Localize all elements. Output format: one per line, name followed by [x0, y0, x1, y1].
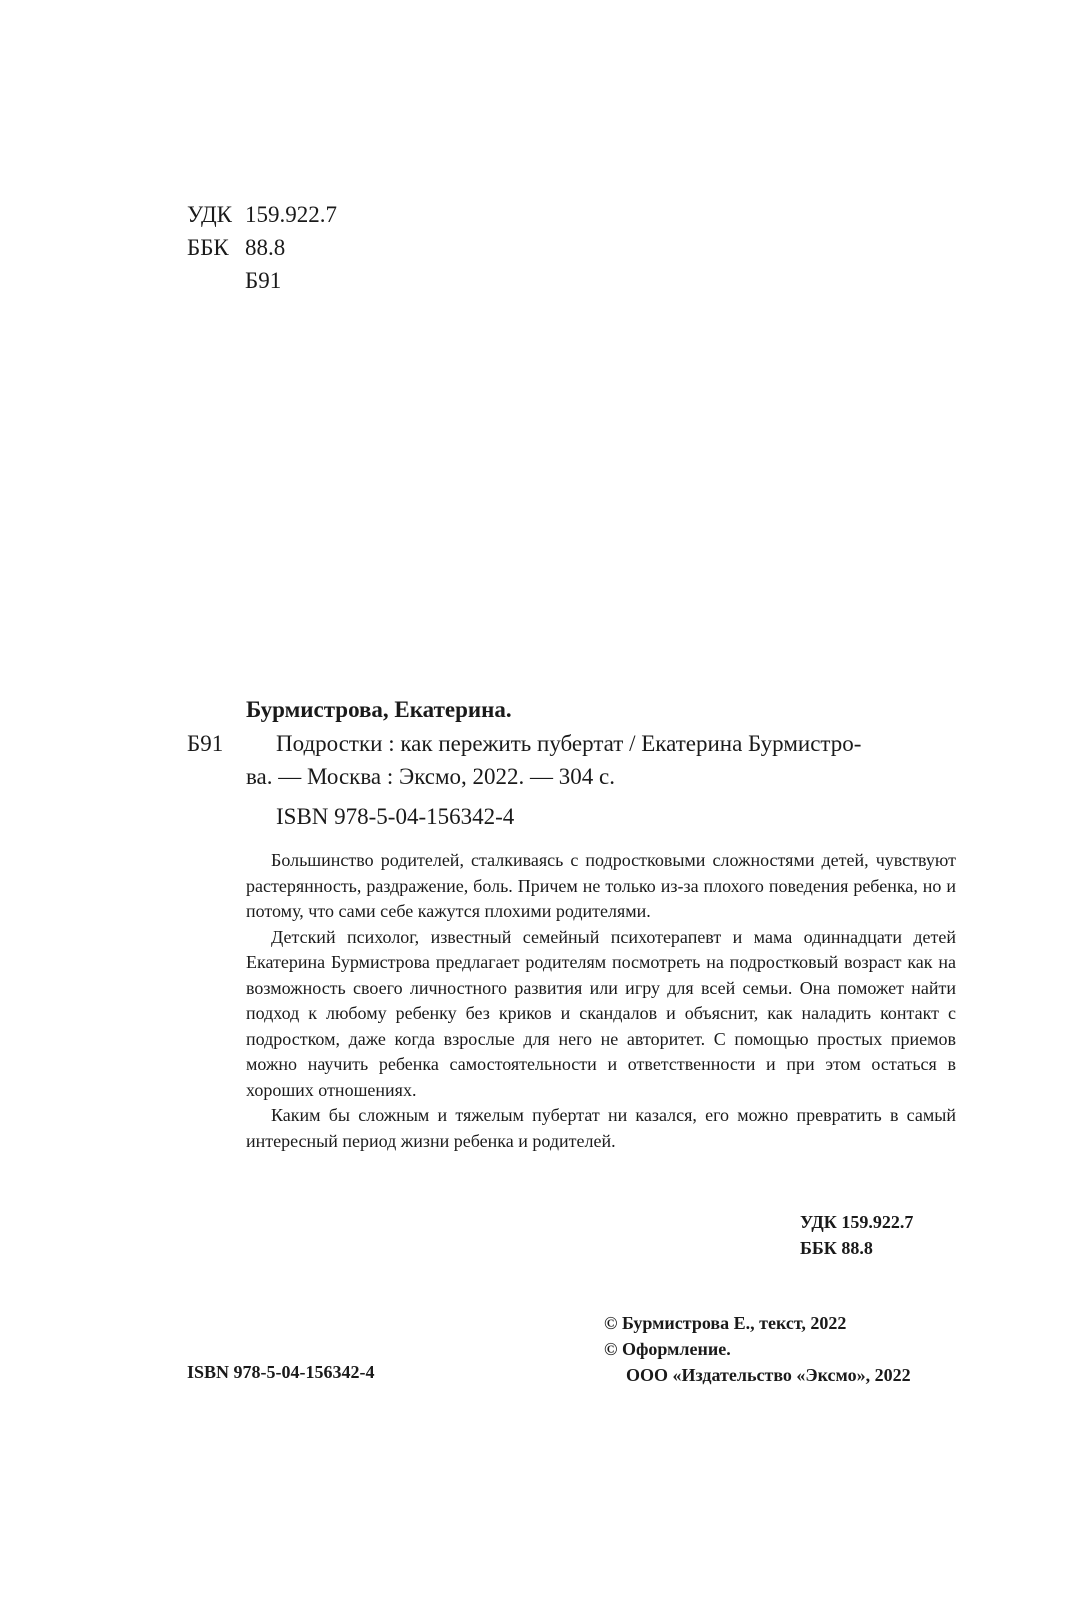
top-classification [187, 198, 387, 298]
udk-label: УДК [187, 202, 232, 227]
author-mark-record: Б91 [187, 731, 224, 756]
title-line-1: Подростки : как пережить пубертат / Екатерина Бурмистро- [276, 731, 862, 756]
udk-value: 159.922.7 [245, 202, 337, 227]
bottom-isbn: ISBN 978-5-04-156342-4 [187, 1362, 375, 1382]
copyright-line-1: © Бурмистрова Е., текст, 2022 [604, 1313, 847, 1333]
title-line-2: ва. — Москва : Эксмо, 2022. — 304 с. [246, 764, 616, 789]
author-heading: Бурмистрова, Екатерина. [246, 697, 512, 722]
bottom-udk: УДК 159.922.7 [800, 1212, 914, 1232]
copyright-block [604, 1310, 911, 1388]
annotation-paragraph: Детский психолог, известный семейный психотерапевт и мама одиннадцати детей Екатерина Бурмистрова предлагает родителям посмотреть на подростковый возраст как на возможность своего личностного развития или игру для всей семьи. Она поможет найти подход к любому ребенку без криков и скандалов и объяснит, как наладить контакт с подростком, даже когда взрослые для него не авторитет. С помощью простых приемов можно научить ребенка самостоятельности и ответственности и при этом остаться в хороших отношениях. [246, 926, 956, 1100]
annotation-paragraph: Каким бы сложным и тяжелым пубертат ни казался, его можно превратить в самый интересный период жизни ребенка и родителей. [246, 1105, 956, 1151]
bottom-bbk: ББК 88.8 [800, 1238, 873, 1258]
author-mark-top: Б91 [245, 268, 282, 293]
copyright-line-2: © Оформление. [604, 1339, 731, 1359]
bbk-value: 88.8 [245, 235, 286, 260]
annotation [246, 848, 956, 1154]
copyright-line-3: ООО «Издательство «Эксмо», 2022 [626, 1365, 911, 1385]
record-isbn: ISBN 978-5-04-156342-4 [276, 804, 515, 829]
bottom-classification [800, 1209, 956, 1261]
bbk-label: ББК [187, 235, 229, 260]
annotation-paragraph: Большинство родителей, сталкиваясь с подростковыми сложностями детей, чувствуют растерянность, раздражение, боль. Причем не только из-за плохого поведения ребенка, но и потому, что сами себе кажутся плохими родителями. [246, 850, 956, 921]
